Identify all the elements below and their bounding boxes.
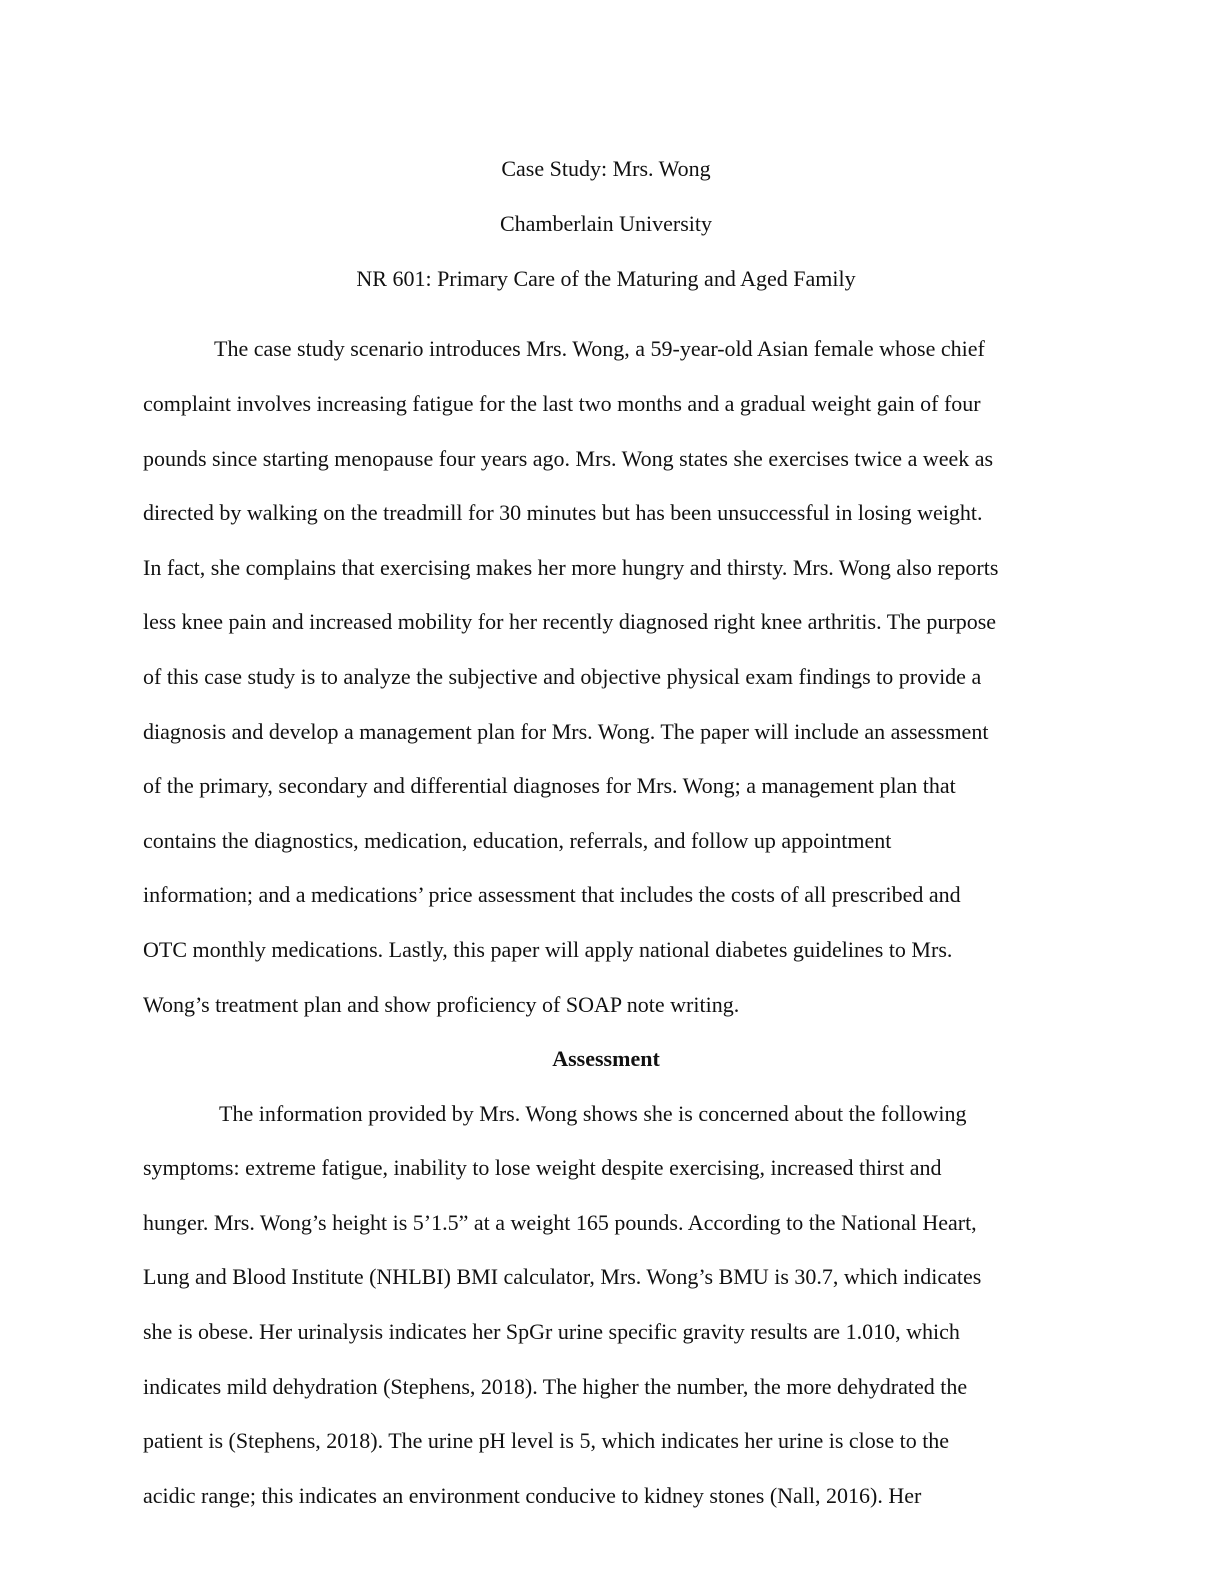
text-line: information; and a medications’ price assessment that includes the costs of all prescribed and [143, 882, 961, 907]
text-line: The information provided by Mrs. Wong shows she is concerned about the following [219, 1101, 967, 1126]
text-line: In fact, she complains that exercising makes her more hungry and thirsty. Mrs. Wong also reports [143, 555, 999, 580]
text-line: diagnosis and develop a management plan for Mrs. Wong. The paper will include an assessment [143, 719, 989, 744]
text-line: Lung and Blood Institute (NHLBI) BMI calculator, Mrs. Wong’s BMU is 30.7, which indicates [143, 1264, 982, 1289]
text-line: Wong’s treatment plan and show proficiency of SOAP note writing. [143, 992, 740, 1017]
text-line: indicates mild dehydration (Stephens, 2018). The higher the number, the more dehydrated the [143, 1374, 968, 1399]
institution-name: Chamberlain University [499, 211, 712, 236]
section-heading-assessment: Assessment [552, 1046, 660, 1071]
text-line: less knee pain and increased mobility for her recently diagnosed right knee arthritis. The purpose [143, 609, 997, 634]
text-line: she is obese. Her urinalysis indicates her SpGr urine specific gravity results are 1.010, which [143, 1319, 960, 1344]
text-line: complaint involves increasing fatigue for the last two months and a gradual weight gain of four [143, 391, 981, 416]
text-line: patient is (Stephens, 2018). The urine pH level is 5, which indicates her urine is close to the [143, 1428, 950, 1453]
text-line: symptoms: extreme fatigue, inability to lose weight despite exercising, increased thirst and [143, 1155, 942, 1180]
text-line: of the primary, secondary and differential diagnoses for Mrs. Wong; a management plan that [143, 773, 956, 798]
paper-title: Case Study: Mrs. Wong [501, 156, 711, 181]
text-line: pounds since starting menopause four years ago. Mrs. Wong states she exercises twice a week as [143, 446, 994, 471]
title-block [0, 141, 1212, 306]
text-line: The case study scenario introduces Mrs. Wong, a 59-year-old Asian female whose chief [214, 336, 985, 361]
text-line: OTC monthly medications. Lastly, this paper will apply national diabetes guidelines to Mrs. [143, 937, 953, 962]
text-line: acidic range; this indicates an environment conducive to kidney stones (Nall, 2016). Her [143, 1483, 922, 1508]
text-line: hunger. Mrs. Wong’s height is 5’1.5” at a weight 165 pounds. According to the National Heart, [143, 1210, 977, 1235]
text-line: contains the diagnostics, medication, education, referrals, and follow up appointment [143, 828, 892, 853]
text-line: directed by walking on the treadmill for 30 minutes but has been unsuccessful in losing weight. [143, 500, 983, 525]
text-line: of this case study is to analyze the subjective and objective physical exam findings to provide a [143, 664, 982, 689]
course-name: NR 601: Primary Care of the Maturing and Aged Family [356, 266, 856, 291]
